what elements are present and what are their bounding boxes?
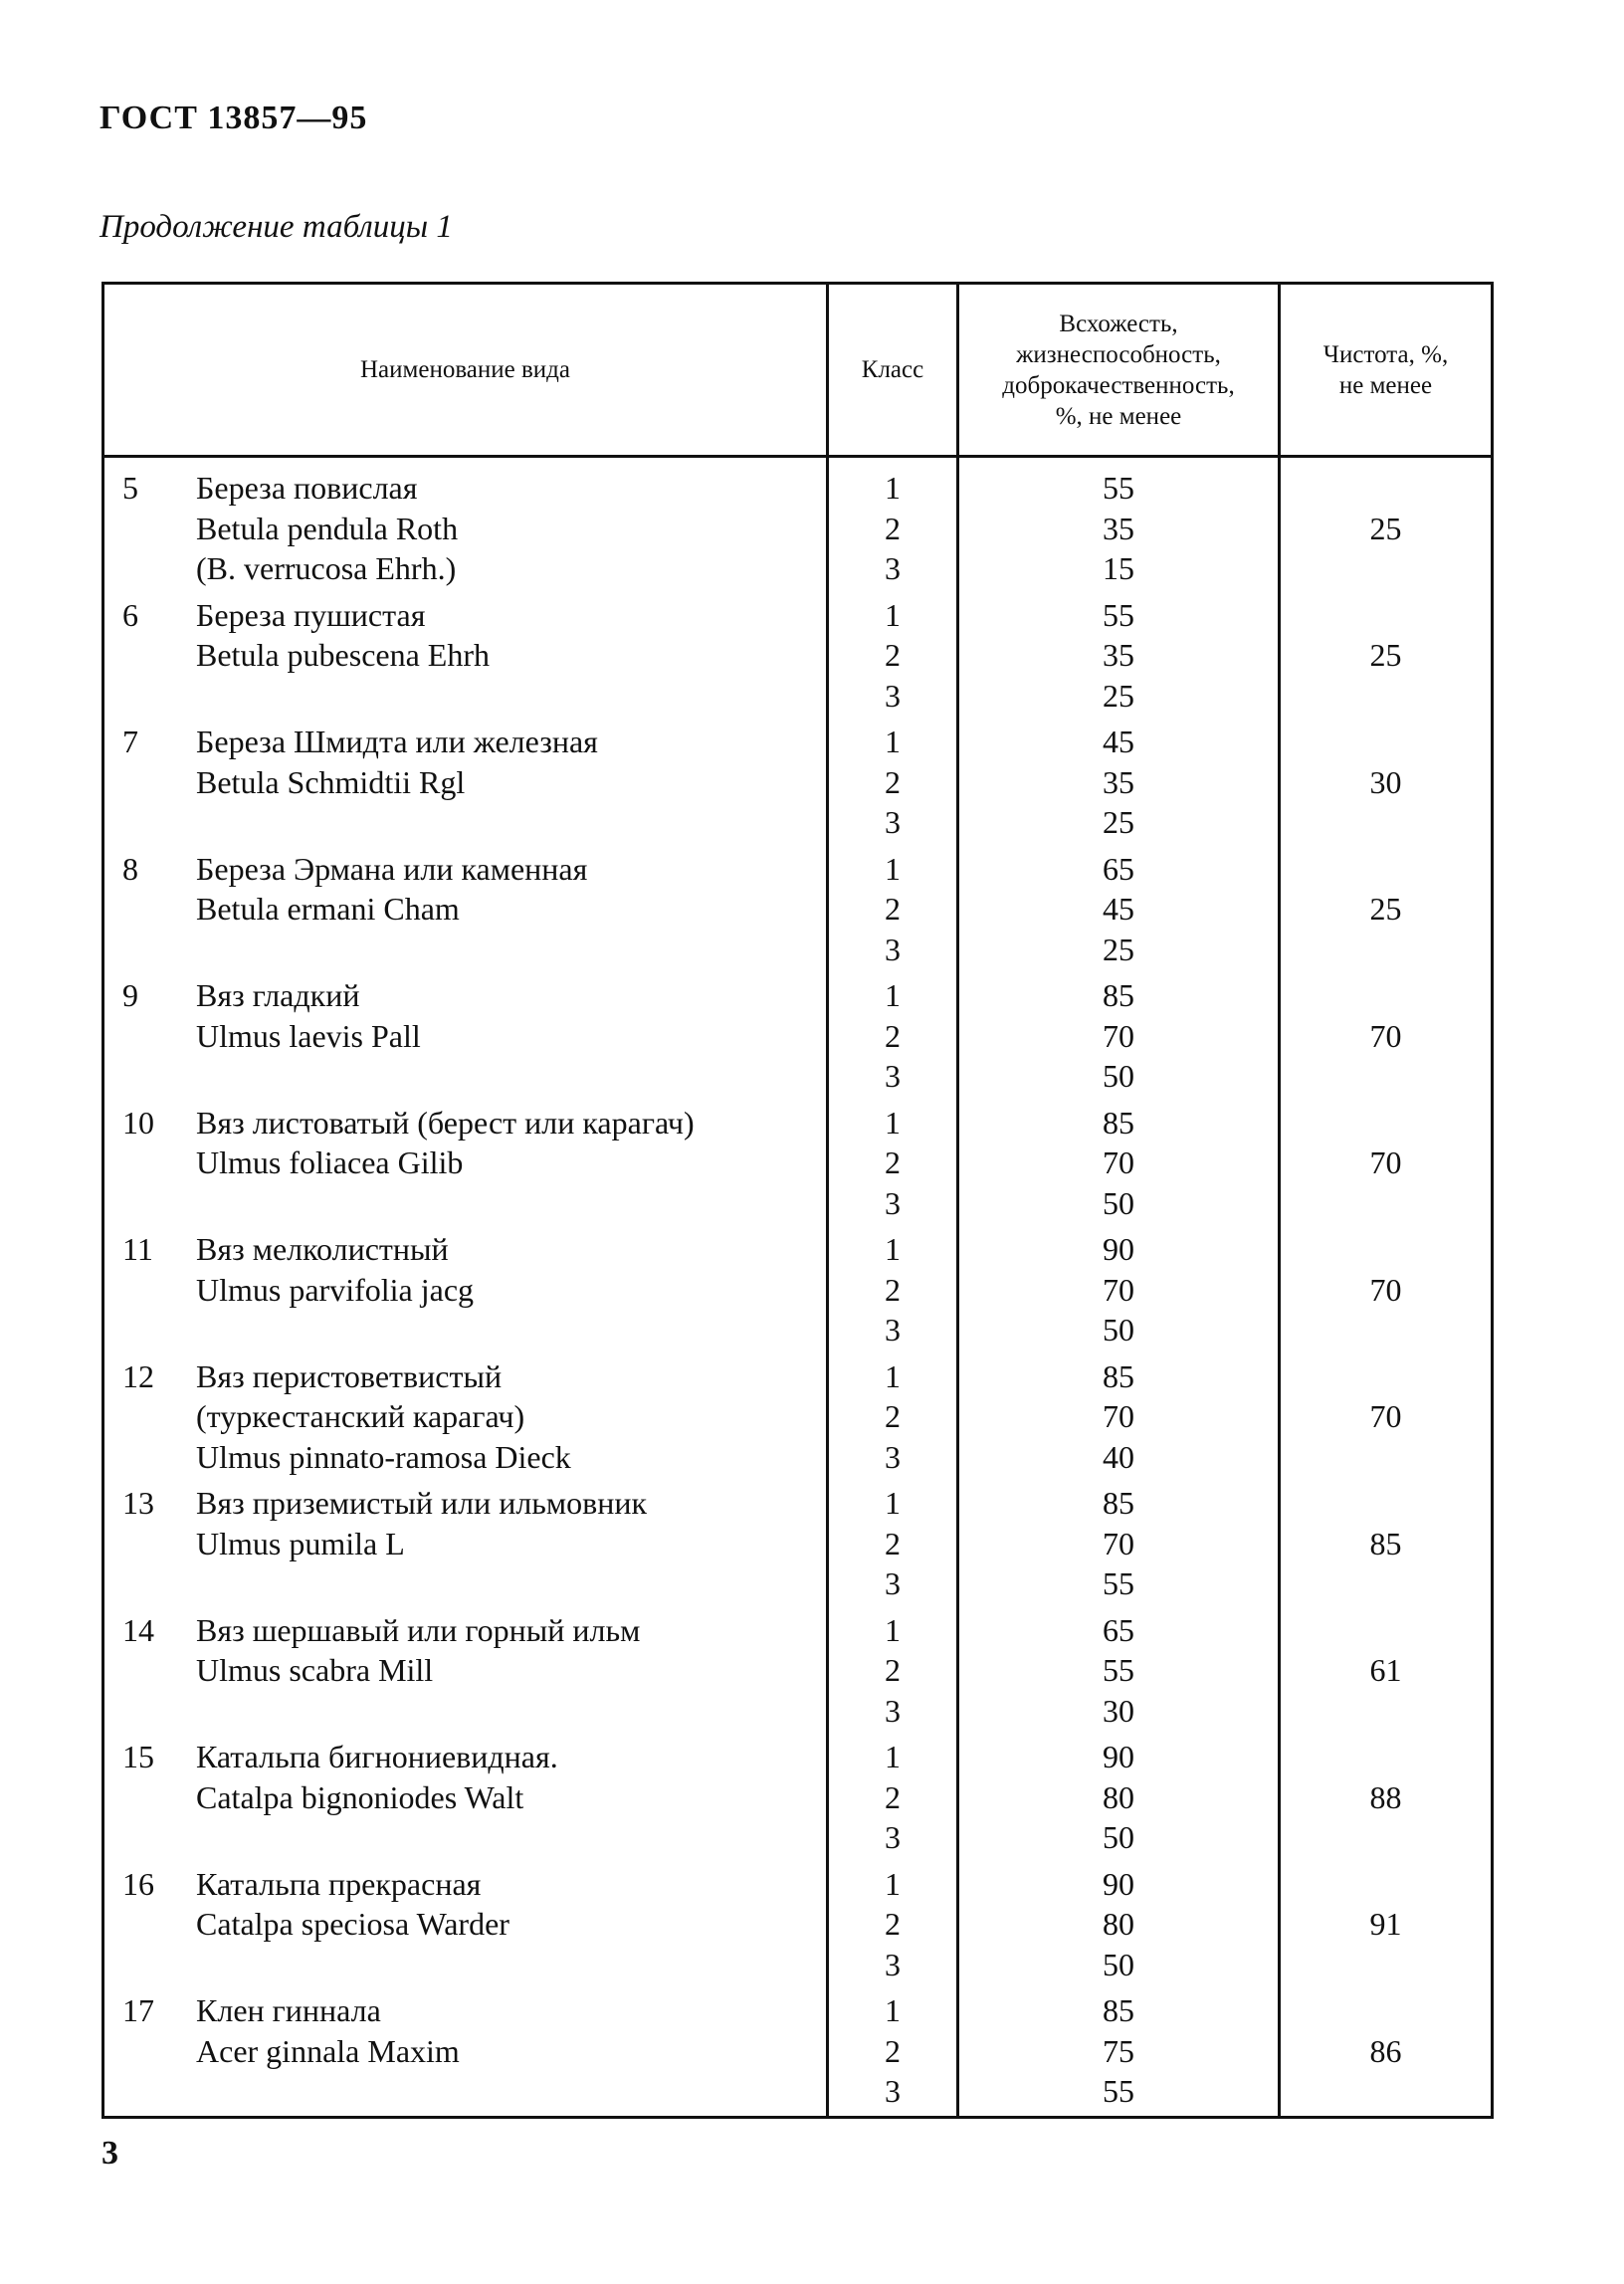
germination-cell <box>958 1477 1280 1604</box>
row-number: 8 <box>122 850 138 887</box>
class-value: 2 <box>885 1778 901 1815</box>
species-common-name: Клен гиннала <box>196 1992 381 2028</box>
germination-value: 35 <box>1103 763 1134 800</box>
germination-value: 45 <box>1103 724 1134 759</box>
class-value: 2 <box>885 1525 901 1561</box>
germination-value: 50 <box>1103 1312 1134 1348</box>
germination-value: 65 <box>1103 1611 1134 1648</box>
table-row <box>103 589 1493 717</box>
species-latin-name: Ulmus foliacea Gilib <box>196 1144 464 1180</box>
class-cell <box>828 1097 958 1224</box>
species-name-cell <box>103 457 828 589</box>
class-value: 1 <box>885 1231 901 1267</box>
table-row <box>103 457 1493 589</box>
table-continuation-caption: Продолжение таблицы 1 <box>100 209 453 245</box>
row-number: 11 <box>122 1231 153 1267</box>
germination-value: 55 <box>1103 1652 1134 1688</box>
class-value: 1 <box>885 1865 901 1902</box>
germination-value: 85 <box>1103 1357 1134 1394</box>
class-cell <box>828 1477 958 1604</box>
row-number: 5 <box>122 470 138 506</box>
column-header-germination: Всхожесть, жизнеспособность, доброкачественность, %, не менее <box>958 284 1280 457</box>
germination-value: 45 <box>1103 891 1134 927</box>
species-name-cell <box>103 1731 828 1858</box>
page-number: 3 <box>102 2135 118 2172</box>
purity-value: 88 <box>1280 1731 1493 1858</box>
class-value: 1 <box>885 850 901 887</box>
germination-value: 55 <box>1103 470 1134 506</box>
germination-cell <box>958 1604 1280 1732</box>
germination-value: 75 <box>1103 2032 1134 2069</box>
table-row <box>103 1223 1493 1350</box>
germination-cell <box>958 1097 1280 1224</box>
class-value: 1 <box>885 977 901 1013</box>
germination-value: 90 <box>1103 1231 1134 1267</box>
purity-value: 70 <box>1280 969 1493 1097</box>
class-value: 1 <box>885 1611 901 1648</box>
species-name-cell <box>103 716 828 843</box>
purity-value: 25 <box>1280 843 1493 970</box>
column-header-purity: Чистота, %, не менее <box>1280 284 1493 457</box>
species-common-name: Вяз мелколистный <box>196 1231 449 1267</box>
table-row <box>103 716 1493 843</box>
class-value: 3 <box>885 1312 901 1348</box>
table-row <box>103 1097 1493 1224</box>
species-latin-name: Ulmus pumila L <box>196 1525 405 1561</box>
germination-value: 25 <box>1103 677 1134 714</box>
class-value: 1 <box>885 1357 901 1394</box>
germination-value: 70 <box>1103 1017 1134 1054</box>
class-value: 1 <box>885 1992 901 2028</box>
germination-value: 70 <box>1103 1271 1134 1308</box>
class-cell <box>828 1731 958 1858</box>
class-value: 3 <box>885 2073 901 2109</box>
species-name-cell <box>103 1097 828 1224</box>
row-number: 16 <box>122 1865 154 1902</box>
germination-value: 80 <box>1103 1906 1134 1942</box>
class-value: 2 <box>885 891 901 927</box>
species-common-name: Вяз листоватый (берест или карагач) <box>196 1104 695 1141</box>
germination-value: 55 <box>1103 1565 1134 1601</box>
species-name-cell <box>103 1477 828 1604</box>
table-row <box>103 843 1493 970</box>
standard-header: ГОСТ 13857—95 <box>100 100 368 136</box>
table-row <box>103 1604 1493 1732</box>
purity-value: 25 <box>1280 457 1493 589</box>
class-value: 2 <box>885 1652 901 1688</box>
germination-cell <box>958 716 1280 843</box>
species-latin-name: Catalpa bignoniodes Walt <box>196 1778 524 1815</box>
table-header-row <box>103 284 1493 457</box>
purity-value: 30 <box>1280 716 1493 843</box>
germination-value: 35 <box>1103 637 1134 673</box>
row-number: 17 <box>122 1992 154 2028</box>
germination-value: 35 <box>1103 510 1134 546</box>
germination-cell <box>958 589 1280 717</box>
column-header-name: Наименование вида <box>103 284 828 457</box>
row-number: 15 <box>122 1739 154 1774</box>
species-common-name: Вяз шершавый или горный ильм <box>196 1611 641 1648</box>
purity-value: 70 <box>1280 1097 1493 1224</box>
class-value: 1 <box>885 1485 901 1521</box>
germination-value: 70 <box>1103 1525 1134 1561</box>
germination-value: 85 <box>1103 1485 1134 1521</box>
class-value: 1 <box>885 724 901 759</box>
class-value: 2 <box>885 637 901 673</box>
row-number: 9 <box>122 977 138 1013</box>
class-value: 3 <box>885 1946 901 1982</box>
germination-value: 50 <box>1103 1184 1134 1221</box>
table-row <box>103 1350 1493 1478</box>
species-name-cell <box>103 1858 828 1985</box>
germination-value: 55 <box>1103 596 1134 633</box>
row-number: 7 <box>122 724 138 759</box>
class-cell <box>828 1350 958 1478</box>
species-latin-name: Ulmus laevis Pall <box>196 1017 421 1054</box>
germination-value: 50 <box>1103 1058 1134 1094</box>
class-value: 3 <box>885 804 901 840</box>
purity-value: 91 <box>1280 1858 1493 1985</box>
germination-cell <box>958 457 1280 589</box>
species-common-name: Вяз гладкий <box>196 977 360 1013</box>
class-value: 3 <box>885 1184 901 1221</box>
species-latin-name: Betula Schmidtii Rgl <box>196 763 466 800</box>
class-value: 2 <box>885 763 901 800</box>
class-value: 1 <box>885 1739 901 1774</box>
class-value: 3 <box>885 1819 901 1855</box>
class-cell <box>828 1604 958 1732</box>
row-number: 6 <box>122 596 138 633</box>
germination-value: 85 <box>1103 977 1134 1013</box>
germination-value: 50 <box>1103 1819 1134 1855</box>
row-number: 13 <box>122 1485 154 1521</box>
table-row <box>103 1731 1493 1858</box>
species-name-cell <box>103 1984 828 2117</box>
class-value: 2 <box>885 1017 901 1054</box>
species-latin-name: Catalpa speciosa Warder <box>196 1906 509 1942</box>
species-common-name: Катальпа бигнониевидная. <box>196 1739 558 1774</box>
class-value: 3 <box>885 1058 901 1094</box>
species-name-cell <box>103 1223 828 1350</box>
germination-value: 90 <box>1103 1739 1134 1774</box>
germination-value: 70 <box>1103 1398 1134 1434</box>
germination-value: 25 <box>1103 931 1134 967</box>
class-value: 2 <box>885 1398 901 1434</box>
species-name-cell <box>103 969 828 1097</box>
class-value: 2 <box>885 1271 901 1308</box>
species-common-name: Вяз перистоветвистый <box>196 1357 503 1394</box>
germination-cell <box>958 1984 1280 2117</box>
class-value: 1 <box>885 470 901 506</box>
species-latin-name: Betula pendula Roth <box>196 510 459 546</box>
germination-cell <box>958 1731 1280 1858</box>
species-common-name: Береза Шмидта или железная <box>196 724 598 759</box>
germination-cell <box>958 843 1280 970</box>
purity-value: 70 <box>1280 1223 1493 1350</box>
column-header-class: Класс <box>828 284 958 457</box>
class-cell <box>828 843 958 970</box>
species-name-cell <box>103 1350 828 1478</box>
class-cell <box>828 716 958 843</box>
species-name-cell <box>103 589 828 717</box>
class-cell <box>828 1858 958 1985</box>
class-value: 2 <box>885 2032 901 2069</box>
table-row <box>103 969 1493 1097</box>
species-common-name: Катальпа прекрасная <box>196 1865 482 1902</box>
class-cell <box>828 589 958 717</box>
species-common-name: Вяз приземистый или ильмовник <box>196 1485 648 1521</box>
species-common-name: Береза Эрмана или каменная <box>196 850 588 887</box>
class-value: 2 <box>885 1906 901 1942</box>
purity-value: 61 <box>1280 1604 1493 1732</box>
class-value: 1 <box>885 1104 901 1141</box>
purity-value: 85 <box>1280 1477 1493 1604</box>
row-number: 10 <box>122 1104 154 1141</box>
germination-value: 55 <box>1103 2073 1134 2109</box>
species-latin-name: Ulmus parvifolia jacg <box>196 1271 475 1308</box>
species-common-name: Береза пушистая <box>196 596 426 633</box>
purity-value: 86 <box>1280 1984 1493 2117</box>
species-latin-name: Acer ginnala Maxim <box>196 2032 460 2069</box>
class-value: 3 <box>885 550 901 586</box>
species-latin-name: (туркестанский карагач) <box>196 1398 525 1434</box>
germination-value: 50 <box>1103 1946 1134 1982</box>
table-row <box>103 1477 1493 1604</box>
germination-value: 15 <box>1103 550 1134 586</box>
germination-cell <box>958 1223 1280 1350</box>
species-common-name: Береза повислая <box>196 470 418 506</box>
class-cell <box>828 1984 958 2117</box>
class-value: 2 <box>885 1144 901 1180</box>
class-value: 3 <box>885 931 901 967</box>
class-cell <box>828 969 958 1097</box>
purity-value: 25 <box>1280 589 1493 717</box>
species-name-cell <box>103 1604 828 1732</box>
purity-value: 70 <box>1280 1350 1493 1478</box>
germination-value: 40 <box>1103 1438 1134 1475</box>
species-latin-name: Betula ermani Cham <box>196 891 460 927</box>
germination-value: 25 <box>1103 804 1134 840</box>
class-value: 3 <box>885 1565 901 1601</box>
class-value: 3 <box>885 1692 901 1729</box>
class-value: 3 <box>885 1438 901 1475</box>
class-cell <box>828 1223 958 1350</box>
germination-value: 85 <box>1103 1992 1134 2028</box>
germination-cell <box>958 1858 1280 1985</box>
germination-value: 70 <box>1103 1144 1134 1180</box>
species-latin-name: (B. verrucosa Ehrh.) <box>196 550 457 586</box>
germination-value: 30 <box>1103 1692 1134 1729</box>
class-value: 3 <box>885 677 901 714</box>
class-value: 2 <box>885 510 901 546</box>
table-row <box>103 1858 1493 1985</box>
row-number: 12 <box>122 1357 154 1394</box>
row-number: 14 <box>122 1611 154 1648</box>
species-latin-name: Ulmus scabra Mill <box>196 1652 434 1688</box>
germination-value: 85 <box>1103 1104 1134 1141</box>
germination-value: 65 <box>1103 850 1134 887</box>
germination-cell <box>958 1350 1280 1478</box>
class-cell <box>828 457 958 589</box>
species-name-cell <box>103 843 828 970</box>
table-row <box>103 1984 1493 2117</box>
class-value: 1 <box>885 596 901 633</box>
germination-value: 90 <box>1103 1865 1134 1902</box>
species-latin-name: Ulmus pinnato-ramosa Dieck <box>196 1438 571 1475</box>
species-table <box>102 282 1494 2119</box>
species-latin-name: Betula pubescena Ehrh <box>196 637 490 673</box>
germination-value: 80 <box>1103 1778 1134 1815</box>
germination-cell <box>958 969 1280 1097</box>
